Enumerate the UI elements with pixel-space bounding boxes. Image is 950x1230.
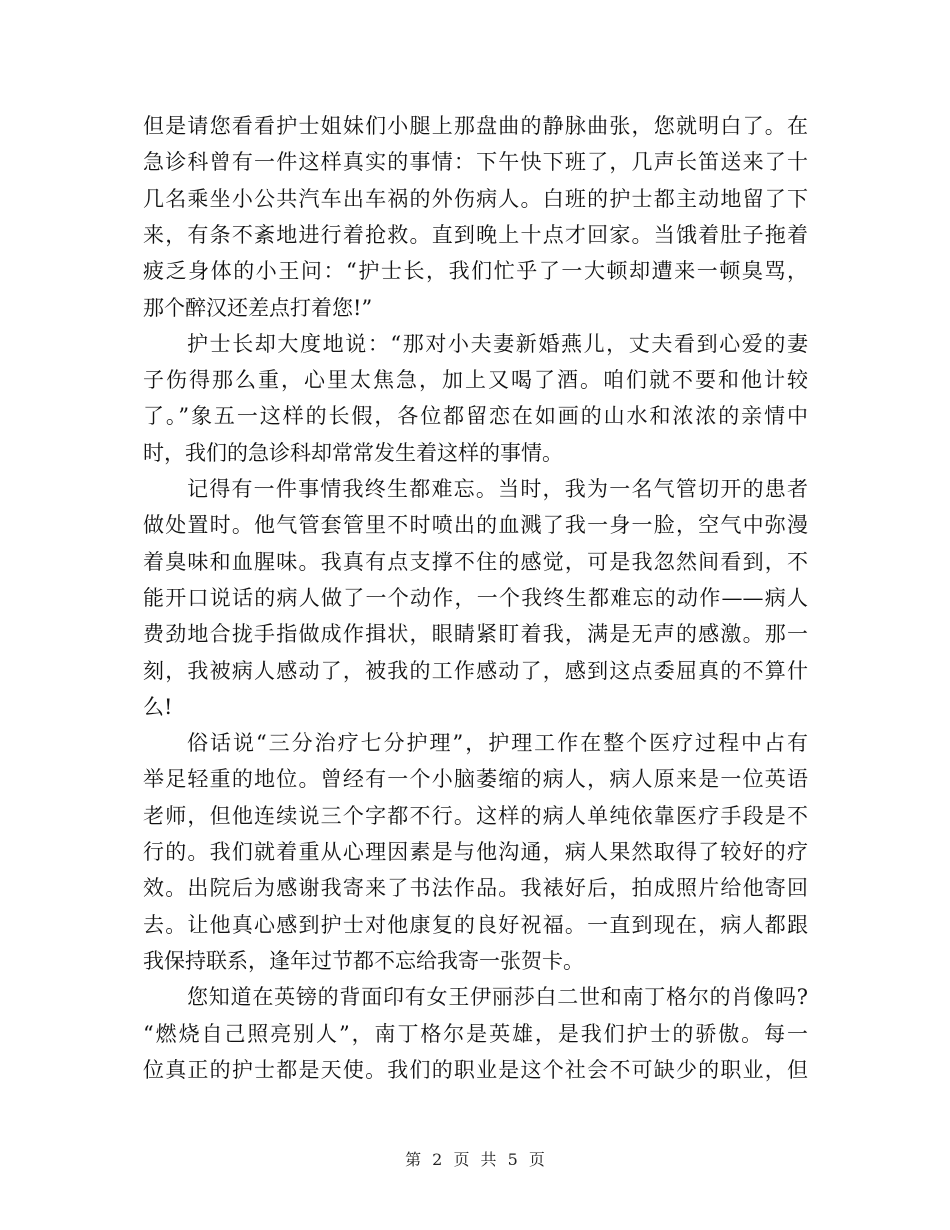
text-line: 效。出院后为感谢我寄来了书法作品。我裱好后，拍成照片给他寄回 <box>143 876 808 901</box>
text-line: 举足轻重的地位。曾经有一个小脑萎缩的病人，病人原来是一位英语 <box>143 767 808 792</box>
text-line: 记得有一件事情我终生都难忘。当时，我为一名气管切开的患者 <box>187 477 808 501</box>
text-line: “燃烧自己照亮别人”，南丁格尔是英雄，是我们护士的骄傲。每一 <box>143 1021 808 1046</box>
text-line: 位真正的护士都是天使。我们的职业是这个社会不可缺少的职业，但 <box>143 1057 808 1082</box>
text-line: 能开口说话的病人做了一个动作，一个我终生都难忘的动作——病人 <box>143 585 808 610</box>
text-line: 行的。我们就着重从心理因素是与他沟通，病人果然取得了较好的疗 <box>143 840 808 864</box>
text-line: 做处置时。他气管套管里不时喷出的血溅了我一身一脸，空气中弥漫 <box>143 513 808 538</box>
text-line: 了。”象五一这样的长假，各位都留恋在如画的山水和浓浓的亲情中 <box>143 404 808 429</box>
text-line: 我保持联系，逢年过节都不忘给我寄一张贺卡。 <box>143 948 584 973</box>
text-line: 几名乘坐小公共汽车出车祸的外伤病人。白班的护士都主动地留了下 <box>143 186 808 211</box>
text-line: 您知道在英镑的背面印有女王伊丽莎白二世和南丁格尔的肖像吗? <box>187 985 808 1010</box>
text-line: 么! <box>143 694 173 719</box>
text-line: 去。让他真心感到护士对他康复的良好祝福。一直到现在，病人都跟 <box>143 912 808 937</box>
text-line: 俗话说“三分治疗七分护理”，护理工作在整个医疗过程中占有 <box>187 731 808 756</box>
text-line: 时，我们的急诊科却常常发生着这样的事情。 <box>143 440 563 465</box>
page-footer: 第 2 页 共 5 页 <box>405 1150 545 1169</box>
text-line: 急诊科曾有一件这样真实的事情：下午快下班了，几声长笛送来了十 <box>143 150 808 175</box>
text-line: 但是请您看看护士姐妹们小腿上那盘曲的静脉曲张，您就明白了。在 <box>143 114 808 138</box>
text-line: 子伤得那么重，心里太焦急，加上又喝了酒。咱们就不要和他计较 <box>143 368 808 393</box>
text-line: 着臭味和血腥味。我真有点支撑不住的感觉，可是我忽然间看到，不 <box>143 549 808 574</box>
text-line: 疲乏身体的小王问：“护士长，我们忙乎了一大顿却遭来一顿臭骂， <box>143 259 808 284</box>
text-line: 来，有条不紊地进行着抢救。直到晚上十点才回家。当饿着肚子拖着 <box>143 222 808 247</box>
text-line: 刻，我被病人感动了，被我的工作感动了，感到这点委屈真的不算什 <box>143 658 808 683</box>
text-line: 护士长却大度地说：“那对小夫妻新婚燕儿，丈夫看到心爱的妻 <box>187 331 808 356</box>
text-line: 老师，但他连续说三个字都不行。这样的病人单纯依靠医疗手段是不 <box>143 803 808 828</box>
text-line: 费劲地合拢手指做成作揖状，眼睛紧盯着我，满是无声的感激。那一 <box>143 622 808 647</box>
text-line: 那个醉汉还差点打着您!” <box>143 295 373 320</box>
